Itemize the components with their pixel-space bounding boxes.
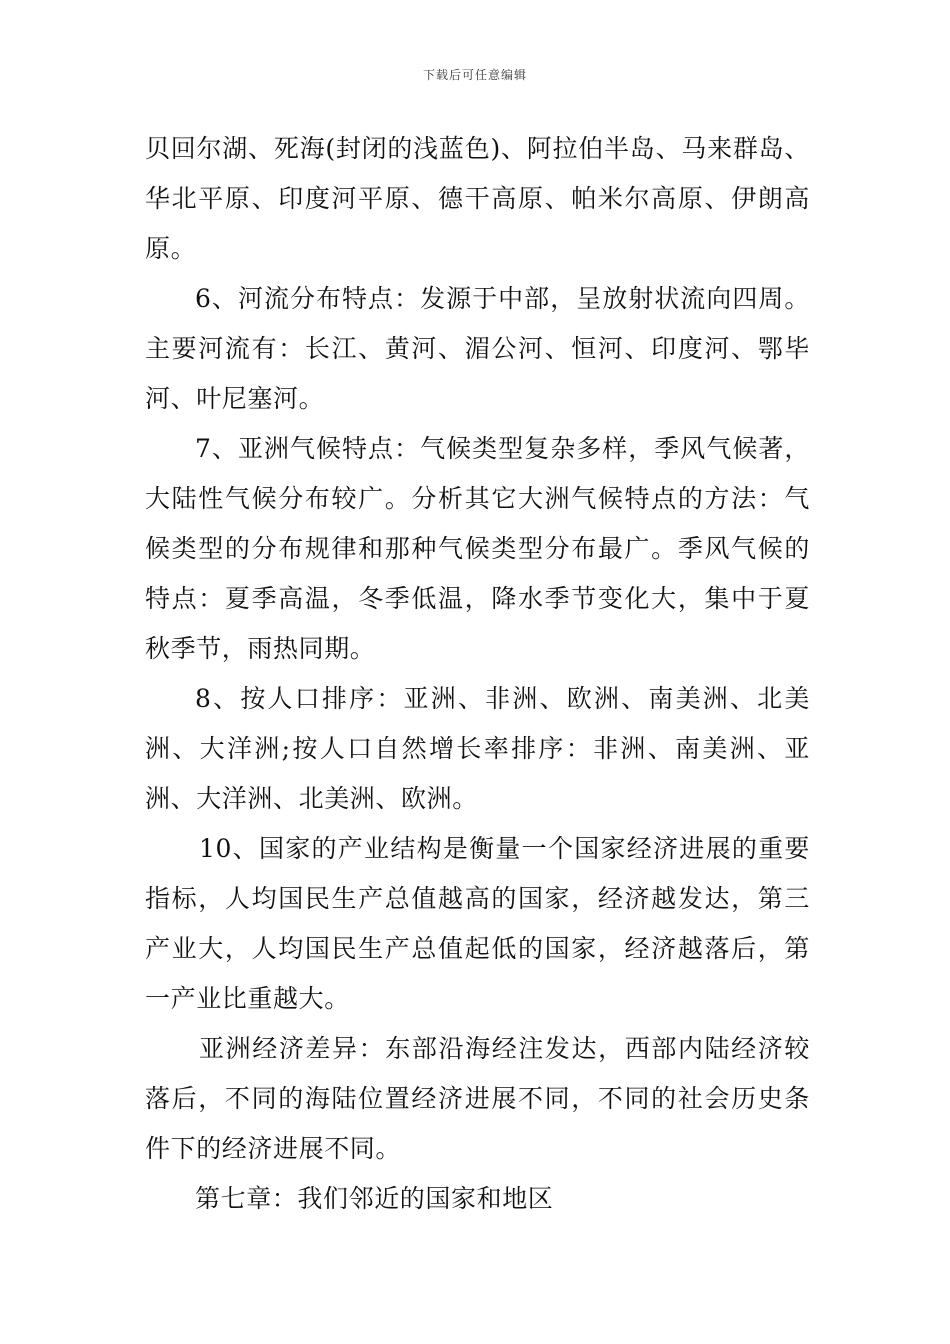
paragraph-rivers: 6、河流分布特点：发源于中部，呈放射状流向四周。主要河流有：长江、黄河、湄公河、恒河、印度河、鄂毕河、叶尼塞河。 — [145, 284, 810, 413]
paragraph-industry: 10、国家的产业结构是衡量一个国家经济进展的重要指标，人均国民生产总值越高的国家，经济越发达，第三产业大，人均国民生产总值起低的国家，经济越落后，第一产业比重越大。 — [145, 834, 810, 1013]
page-header: 下载后可任意编辑 — [422, 68, 527, 82]
document-body — [145, 124, 810, 1224]
paragraph-economy: 亚洲经济差异：东部沿海经注发达，西部内陆经济较落后，不同的海陆位置经济进展不同，不同的社会历史条件下的经济进展不同。 — [145, 1034, 810, 1163]
chapter-heading: 第七章：我们邻近的国家和地区 — [195, 1184, 554, 1213]
paragraph-population: 8、按人口排序：亚洲、非洲、欧洲、南美洲、北美洲、大洋洲;按人口自然增长率排序：非洲、南美洲、亚洲、大洋洲、北美洲、欧洲。 — [145, 684, 810, 813]
paragraph-landforms: 贝回尔湖、死海(封闭的浅蓝色)、阿拉伯半岛、马来群岛、华北平原、印度河平原、德干高原、帕米尔高原、伊朗高原。 — [145, 134, 810, 263]
paragraph-climate: 7、亚洲气候特点：气候类型复杂多样，季风气候著，大陆性气候分布较广。分析其它大洲气候特点的方法：气候类型的分布规律和那种气候类型分布最广。季风气候的特点：夏季高温，冬季低温，降水季节变化大，集中于夏秋季节，雨热同期。 — [145, 434, 810, 663]
